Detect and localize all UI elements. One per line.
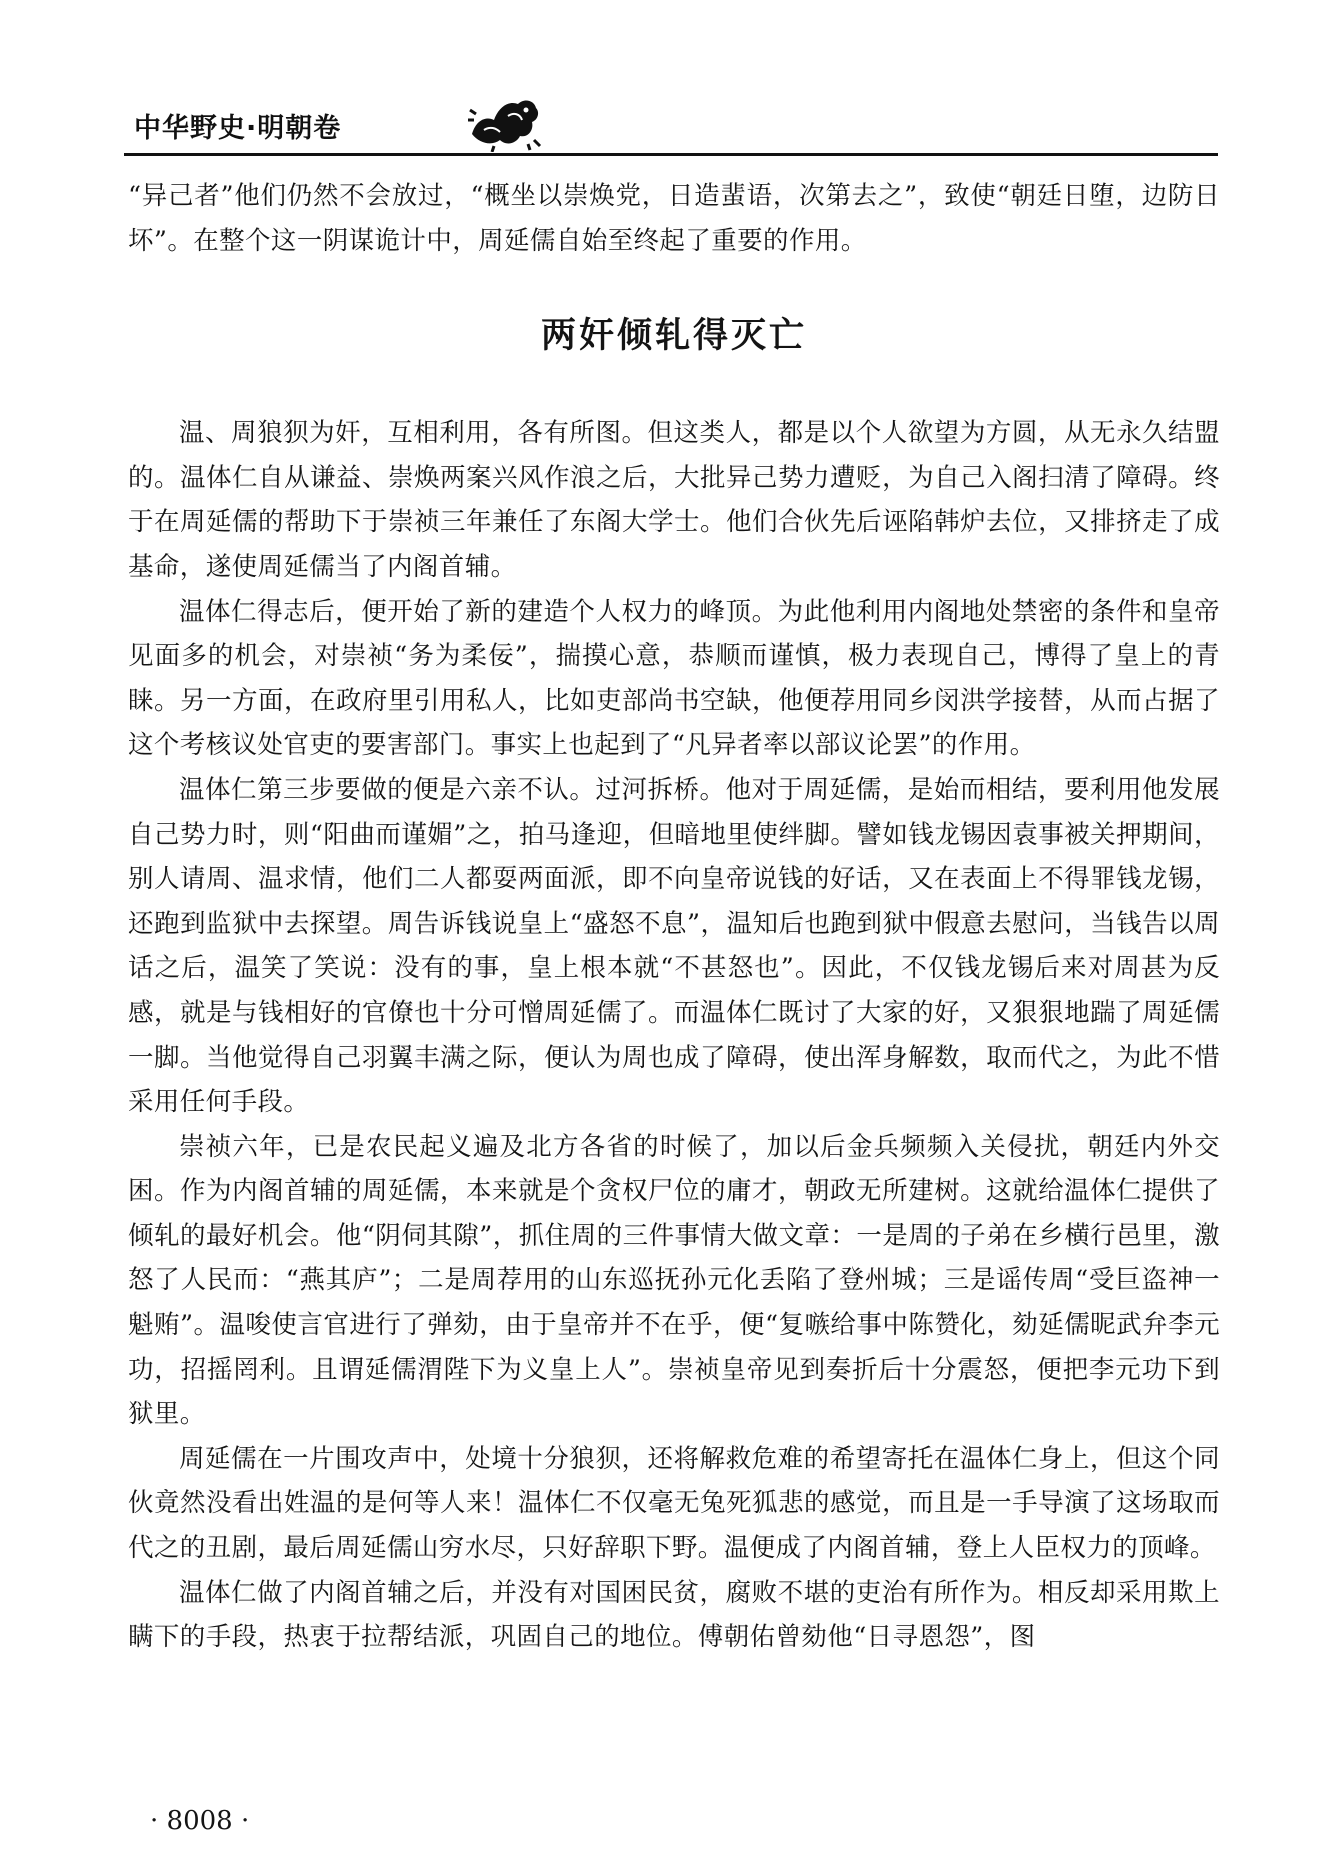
page-header — [124, 96, 1218, 156]
paragraph: 温体仁第三步要做的便是六亲不认。过河拆桥。他对于周延儒，是始而相结，要利用他发展自己势力时，则“阳曲而谨媚”之，拍马逢迎，但暗地里使绊脚。譬如钱龙锡因袁事被关押期间，别人请周、温求情，他们二人都耍两面派，即不向皇帝说钱的好话，又在表面上不得罪钱龙锡，还跑到监狱中去探望。周告诉钱说皇上“盛怒不息”，温知后也跑到狱中假意去慰问，当钱告以周话之后，温笑了笑说：没有的事，皇上根本就“不甚怒也”。因此，不仅钱龙锡后来对周甚为反感，就是与钱相好的官僚也十分可憎周延儒了。而温体仁既讨了大家的好，又狠狠地踹了周延儒一脚。当他觉得自己羽翼丰满之际，便认为周也成了障碍，使出浑身解数，取而代之，为此不惜采用任何手段。 — [128, 774, 1220, 1118]
paragraph: 崇祯六年，已是农民起义遍及北方各省的时候了，加以后金兵频频入关侵扰，朝廷内外交困。作为内阁首辅的周延儒，本来就是个贪权尸位的庸才，朝政无所建树。这就给温体仁提供了倾轧的最好机会。他“阴伺其隙”，抓住周的三件事情大做文章：一是周的子弟在乡横行邑里，激怒了人民而：“燕其庐”；二是周荐用的山东巡抚孙元化丢陷了登州城；三是谣传周“受巨盗神一魁贿”。温唆使言官进行了弹劾，由于皇帝并不在乎，便“复嗾给事中陈赞化，劾延儒昵武弁李元功，招摇罔利。且谓延儒渭陛下为义皇上人”。崇祯皇帝见到奏折后十分震怒，便把李元功下到狱里。 — [128, 1131, 1220, 1430]
paragraph: 温体仁做了内阁首辅之后，并没有对国困民贫，腐败不堪的吏治有所作为。相反却采用欺上瞒下的手段，热衷于拉帮结派，巩固自己的地位。傅朝佑曾劾他“日寻恩怨”，图 — [128, 1577, 1220, 1653]
dragon-icon — [464, 90, 544, 152]
paragraph: 周延儒在一片围攻声中，处境十分狼狈，还将解救危难的希望寄托在温体仁身上，但这个同伙竟然没看出姓温的是何等人来！温体仁不仅毫无兔死狐悲的感觉，而且是一手导演了这场取而代之的丑剧，最后周延儒山穷水尽，只好辞职下野。温便成了内阁首辅，登上人臣权力的顶峰。 — [128, 1443, 1220, 1564]
paragraph: 温体仁得志后，便开始了新的建造个人权力的峰顶。为此他利用内阁地处禁密的条件和皇帝见面多的机会，对崇祯“务为柔佞”，揣摸心意，恭顺而谨慎，极力表现自己，博得了皇上的青睐。另一方面，在政府里引用私人，比如吏部尚书空缺，他便荐用同乡闵洪学接替，从而占据了这个考核议处官吏的要害部门。事实上也起到了“凡异者率以部议论罢”的作用。 — [128, 596, 1220, 761]
header-rule — [124, 153, 1218, 156]
page-number: · 8008 · — [150, 1806, 250, 1836]
section-title: 两奸倾轧得灭亡 — [540, 316, 807, 357]
book-title: 中华野史·明朝卷 — [134, 113, 342, 144]
paragraph: 温、周狼狈为奸，互相利用，各有所图。但这类人，都是以个人欲望为方圆，从无永久结盟的。温体仁自从谦益、崇焕两案兴风作浪之后，大批异己势力遭贬，为自己入阁扫清了障碍。终于在周延儒的帮助下于崇祯三年兼任了东阁大学士。他们合伙先后诬陷韩炉去位，又排挤走了成基命，遂使周延儒当了内阁首辅。 — [128, 418, 1220, 582]
body-text — [128, 174, 1220, 1660]
intro-paragraph: “异己者”他们仍然不会放过，“概坐以崇焕党，日造蜚语，次第去之”，致使“朝廷日堕，边防日坏”。在整个这一阴谋诡计中，周延儒自始至终起了重要的作用。 — [128, 181, 1220, 256]
